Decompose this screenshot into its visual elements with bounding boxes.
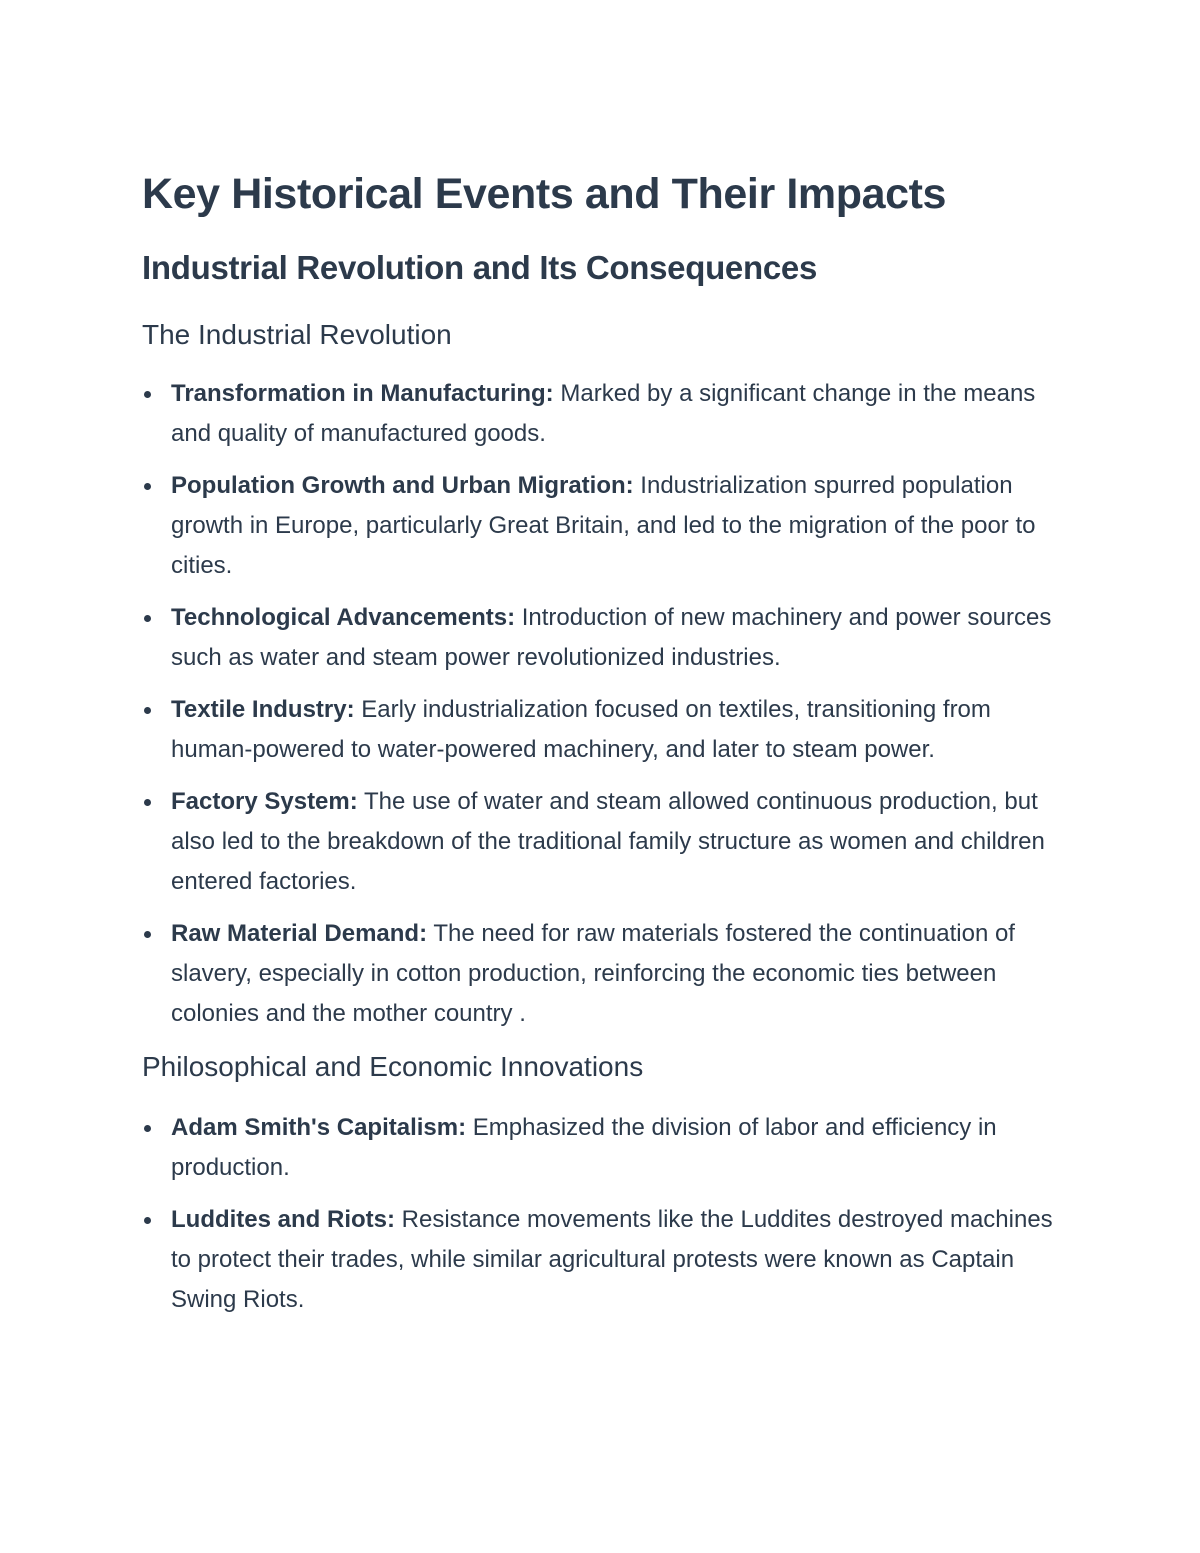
bullet-list-industrial-revolution [142,374,1072,1034]
list-item [142,374,1072,454]
bullet-icon [144,1125,151,1132]
list-item [142,1200,1072,1320]
section-heading: Industrial Revolution and Its Consequences [142,249,818,286]
list-item-term: Factory System: [171,788,358,815]
list-item-text: Resistance movements like the Luddites destroyed machines to protect their trades, while similar agricultural protests were known as Captain Swing Riots. [171,1206,1053,1313]
list-item-text: The use of water and steam allowed continuous production, but also led to the breakdown of the traditional family structure as women and children entered factories. [171,788,1045,895]
list-item-text: Industrialization spurred population growth in Europe, particularly Great Britain, and led to the migration of the poor to cities. [171,472,1036,579]
list-item [142,598,1072,678]
subsection-heading-industrial-revolution: The Industrial Revolution [142,319,452,350]
bullet-icon [144,931,151,938]
list-item-text: Marked by a significant change in the means and quality of manufactured goods. [171,380,1036,447]
list-item-text: Early industrialization focused on textiles, transitioning from human-powered to water-powered machinery, and later to steam power. [171,696,991,763]
list-item [142,782,1072,902]
list-item-term: Adam Smith's Capitalism: [171,1114,467,1141]
bullet-icon [144,615,151,622]
list-item [142,1108,1072,1188]
bullet-icon [144,799,151,806]
bullet-list-philosophical-economic [142,1108,1072,1320]
document-page [142,164,1072,1332]
list-item-text: The need for raw materials fostered the continuation of slavery, especially in cotton production, reinforcing the economic ties between colonies and the mother country . [171,920,1015,1027]
bullet-icon [144,391,151,398]
list-item [142,690,1072,770]
bullet-icon [144,483,151,490]
list-item-text: Introduction of new machinery and power sources such as water and steam power revolutionized industries. [171,604,1052,671]
list-item-term: Technological Advancements: [171,604,516,631]
page-title: Key Historical Events and Their Impacts [142,170,947,218]
bullet-icon [144,1217,151,1224]
list-item-term: Luddites and Riots: [171,1206,395,1233]
subsection-heading-philosophical-economic: Philosophical and Economic Innovations [142,1051,644,1082]
list-item-term: Population Growth and Urban Migration: [171,472,634,499]
list-item-term: Transformation in Manufacturing: [171,380,554,407]
list-item-term: Textile Industry: [171,696,355,723]
list-item [142,914,1072,1034]
list-item [142,466,1072,586]
list-item-text: Emphasized the division of labor and efficiency in production. [171,1114,997,1181]
bullet-icon [144,707,151,714]
list-item-term: Raw Material Demand: [171,920,428,947]
